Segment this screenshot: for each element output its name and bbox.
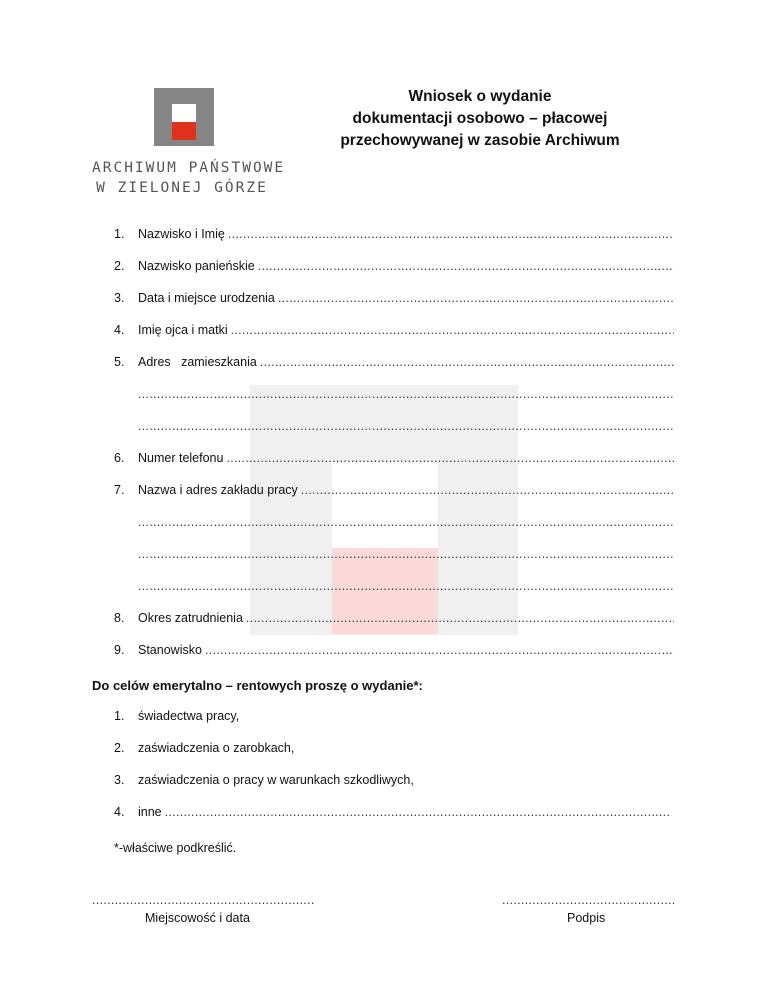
field-label: Stanowisko [138, 643, 202, 657]
fill-line[interactable] [246, 610, 674, 626]
address-continuation-line-2[interactable] [138, 418, 674, 434]
fill-line[interactable] [301, 482, 674, 498]
logo-text [92, 158, 286, 198]
option-harmful-conditions-certificate[interactable] [114, 772, 414, 788]
title-line-1: Wniosek o wydanie [408, 88, 552, 105]
fill-line[interactable] [138, 418, 674, 434]
field-address[interactable] [114, 354, 674, 370]
field-number: 3. [114, 291, 125, 305]
signature-caption: Podpis [567, 911, 606, 925]
logo-emblem [154, 88, 214, 146]
logo-red-square [172, 122, 196, 140]
option-label: zaświadczenia o pracy w warunkach szkodliwych, [138, 773, 414, 787]
document-title [320, 86, 640, 152]
fill-line[interactable] [138, 386, 674, 402]
fill-line[interactable] [165, 804, 670, 820]
field-number: 5. [114, 355, 125, 369]
workplace-continuation-line-2[interactable] [138, 546, 674, 562]
place-date-line[interactable] [92, 892, 314, 908]
option-number: 2. [114, 741, 125, 755]
workplace-continuation-line-3[interactable] [138, 578, 674, 594]
field-number: 4. [114, 323, 125, 337]
logo-white-square [172, 104, 196, 122]
logo-line-1: ARCHIWUM PAŃSTWOWE [92, 160, 286, 176]
option-number: 1. [114, 709, 125, 723]
address-continuation-line-1[interactable] [138, 386, 674, 402]
field-employment-period[interactable] [114, 610, 674, 626]
field-number: 2. [114, 259, 125, 273]
field-number: 7. [114, 483, 125, 497]
fill-line[interactable] [231, 322, 674, 338]
field-number: 8. [114, 611, 125, 625]
title-line-2: dokumentacji osobowo – płacowej [352, 110, 608, 127]
fill-line[interactable] [138, 514, 674, 530]
fill-line[interactable] [138, 546, 674, 562]
field-label: Imię ojca i matki [138, 323, 228, 337]
field-position[interactable] [114, 642, 674, 658]
fill-line[interactable] [258, 258, 674, 274]
option-other[interactable] [114, 804, 670, 820]
signature-line[interactable] [502, 892, 676, 908]
watermark-white-square [332, 462, 438, 548]
archive-logo [92, 86, 286, 200]
fill-line[interactable] [278, 290, 674, 306]
option-label: inne [138, 805, 162, 819]
place-date-caption: Miejscowość i data [145, 911, 250, 925]
field-number: 1. [114, 227, 125, 241]
fill-line[interactable] [228, 226, 674, 242]
fill-line[interactable] [138, 578, 674, 594]
option-number: 3. [114, 773, 125, 787]
field-label: Nazwisko i Imię [138, 227, 225, 241]
field-number: 6. [114, 451, 125, 465]
option-label: zaświadczenia o zarobkach, [138, 741, 295, 755]
option-label: świadectwa pracy, [138, 709, 240, 723]
option-number: 4. [114, 805, 125, 819]
field-number: 9. [114, 643, 125, 657]
option-earnings-certificate[interactable] [114, 740, 294, 756]
logo-line-2: W ZIELONEJ GÓRZE [96, 180, 268, 196]
fill-line[interactable] [260, 354, 674, 370]
title-line-3: przechowywanej w zasobie Archiwum [340, 132, 620, 149]
field-label: Nazwisko panieńskie [138, 259, 255, 273]
footnote: *-właściwe podkreślić. [114, 841, 237, 855]
field-label: Nazwa i adres zakładu pracy [138, 483, 298, 497]
field-label: Numer telefonu [138, 451, 224, 465]
field-label: Okres zatrudnienia [138, 611, 243, 625]
field-phone-number[interactable] [114, 450, 674, 466]
field-label: Data i miejsce urodzenia [138, 291, 275, 305]
fill-line[interactable] [502, 892, 676, 908]
field-parents-names[interactable] [114, 322, 674, 338]
option-work-certificate[interactable] [114, 708, 239, 724]
field-surname-name[interactable] [114, 226, 674, 242]
field-label: Adres zamieszkania [138, 355, 257, 369]
field-birth-date-place[interactable] [114, 290, 674, 306]
fill-line[interactable] [226, 450, 674, 466]
fill-line[interactable] [205, 642, 674, 658]
field-maiden-name[interactable] [114, 258, 674, 274]
workplace-continuation-line-1[interactable] [138, 514, 674, 530]
fill-line[interactable] [92, 892, 314, 908]
field-workplace[interactable] [114, 482, 674, 498]
section-title: Do celów emerytalno – rentowych proszę o wydanie*: [92, 678, 423, 693]
